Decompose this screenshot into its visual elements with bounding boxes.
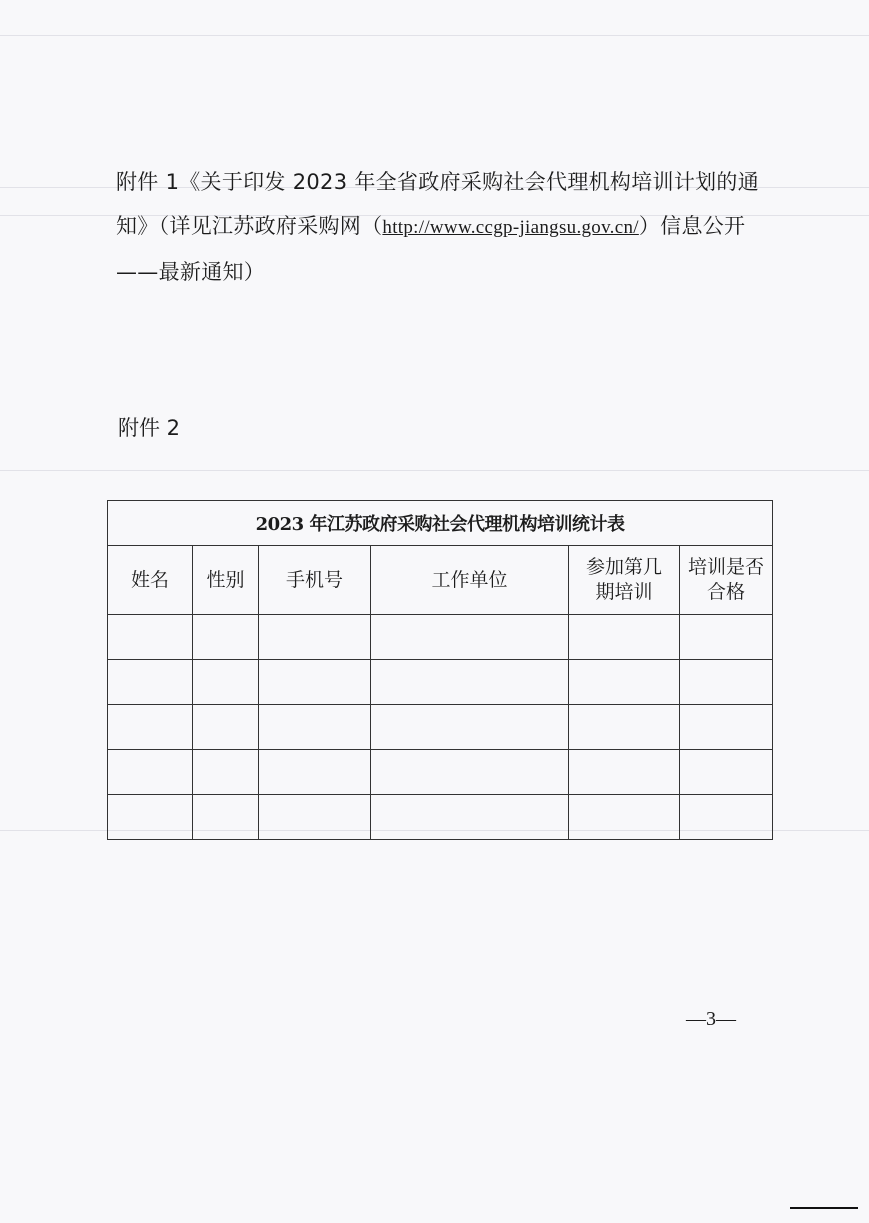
table-row [108, 705, 773, 750]
table-cell [569, 660, 680, 705]
table-cell [259, 705, 371, 750]
attachment-1-suffix: ）信息公开——最新通知） [116, 214, 746, 284]
table-cell [108, 660, 193, 705]
table-cell [371, 660, 569, 705]
table-cell [108, 705, 193, 750]
table-row [108, 660, 773, 705]
table-cell [680, 615, 773, 660]
table-cell [193, 615, 259, 660]
table-cell [371, 795, 569, 840]
header-gender: 性别 [193, 546, 259, 615]
website-link[interactable]: http://www.ccgp-jiangsu.gov.cn/ [382, 217, 639, 238]
attachment-1-text: 附件 1《关于印发 2023 年全省政府采购社会代理机构培训计划的通知》（详见江苏政府采购网（ [116, 170, 760, 238]
table-cell [680, 795, 773, 840]
table-cell [108, 750, 193, 795]
table-cell [680, 705, 773, 750]
table-row [108, 795, 773, 840]
scan-line [0, 470, 869, 471]
header-session: 参加第几期培训 [569, 546, 680, 615]
training-statistics-table [107, 500, 773, 840]
page-number: —3— [686, 1008, 736, 1030]
table-cell [193, 795, 259, 840]
table-cell [259, 750, 371, 795]
table-cell [680, 660, 773, 705]
table-title: 2023 年江苏政府采购社会代理机构培训统计表 [108, 501, 773, 546]
table-cell [569, 795, 680, 840]
table-cell [569, 615, 680, 660]
header-name: 姓名 [108, 546, 193, 615]
table-row [108, 615, 773, 660]
table-row [108, 750, 773, 795]
table-cell [108, 615, 193, 660]
table-cell [193, 750, 259, 795]
table-cell [259, 660, 371, 705]
table-cell [371, 750, 569, 795]
table-cell [680, 750, 773, 795]
table-cell [371, 705, 569, 750]
table-cell [193, 705, 259, 750]
table-cell [259, 795, 371, 840]
table-cell [108, 795, 193, 840]
header-employer: 工作单位 [371, 546, 569, 615]
table-cell [569, 705, 680, 750]
bottom-edge-mark [790, 1207, 858, 1209]
scan-line [0, 35, 869, 36]
header-passed: 培训是否合格 [680, 546, 773, 615]
table-cell [569, 750, 680, 795]
attachment-1-paragraph [116, 160, 776, 294]
table-cell [259, 615, 371, 660]
attachment-2-label: 附件 2 [118, 416, 181, 440]
table-cell [371, 615, 569, 660]
table-cell [193, 660, 259, 705]
header-phone: 手机号 [259, 546, 371, 615]
